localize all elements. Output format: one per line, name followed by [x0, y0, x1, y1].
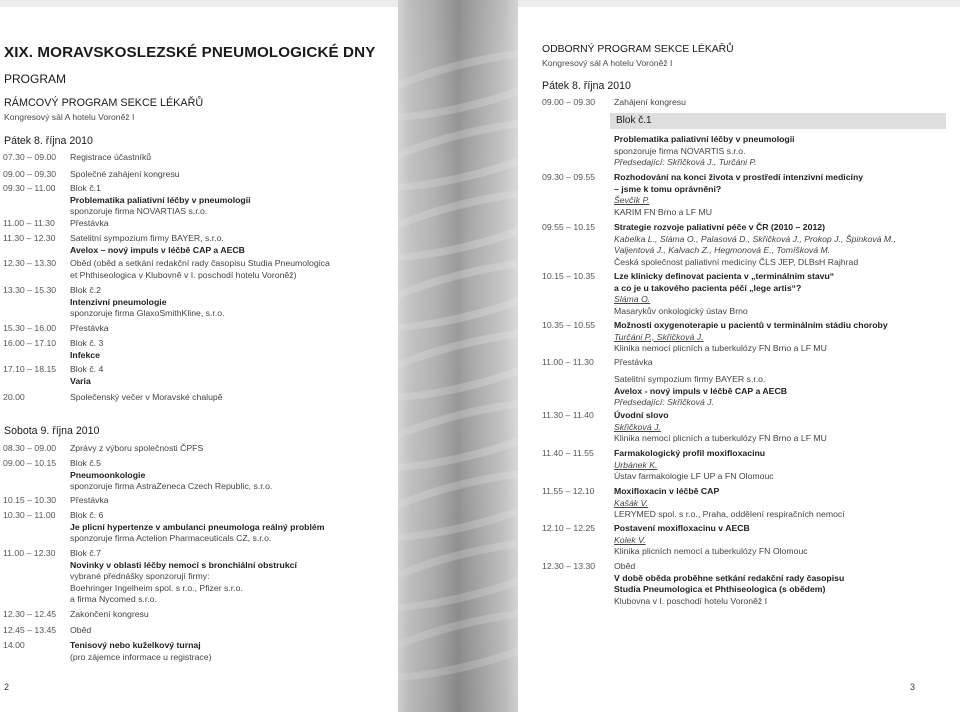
row-text: et Phthiseologica v Klubovně v I. poschodí hotelu Voroněž)	[70, 269, 297, 280]
row-text: Masarykův onkologický ústav Brno	[614, 305, 748, 316]
row-text: Blok č.5	[70, 458, 101, 468]
row-time: 12.30 – 13.30	[542, 561, 596, 571]
row-text: Česká společnost paliativní medicíny ČLS JEP, DLBsH Rajhrad	[614, 256, 859, 267]
row-text: Předsedající: Skřičková J.	[614, 397, 714, 408]
right-page	[518, 0, 960, 712]
row-text: Klinika nemocí plicních a tuberkulózy FN Brno a LF MU	[614, 433, 827, 444]
row-time: 09.30 – 11.00	[3, 183, 56, 193]
row-time: 12.30 – 12.45	[3, 609, 57, 619]
left-page	[0, 0, 398, 712]
row-text: Novinky v oblasti léčby nemocí s bronchiální obstrukcí	[70, 559, 297, 570]
row-text: Skřičková J.	[614, 421, 661, 432]
xray-image	[398, 0, 518, 712]
row-text: a co je u takového pacienta péčí „lege artis“?	[614, 282, 802, 293]
page-number: 3	[910, 682, 916, 692]
row-text: Přestávka	[70, 495, 109, 505]
row-text: Společné zahájení kongresu	[70, 169, 180, 179]
row-text: Oběd	[70, 625, 92, 635]
row-text: Ševčík P.	[614, 195, 650, 206]
row-text: Zahájení kongresu	[614, 97, 686, 107]
row-text: Klubovna v I. poschodí hotelu Voroněž I	[614, 595, 768, 606]
row-text: sponzoruje firma AstraZeneca Czech Republic, s.r.o.	[70, 481, 273, 492]
row-time: 17.10 – 18.15	[3, 364, 57, 374]
row-text: Farmakologický profil moxifloxacinu	[614, 448, 766, 458]
row-text: Avelox - nový impuls v léčbě CAP a AECB	[614, 385, 787, 396]
row-text: Klinika plicních nemocí a tuberkulózy FN Olomouc	[614, 546, 808, 557]
row-time: 10.35 – 10.55	[542, 320, 596, 330]
row-text: (pro zájemce informace u registrace)	[70, 651, 212, 662]
row-text: sponzoruje firma Actelion Pharmaceuticals CZ, s.r.o.	[70, 533, 272, 544]
row-text: Registrace účastníků	[70, 152, 152, 162]
venue: Kongresový sál A hotelu Voroněž I	[542, 58, 673, 68]
row-text: Přestávka	[614, 357, 653, 367]
top-strip	[0, 0, 398, 7]
row-text: Blok č. 4	[70, 364, 104, 374]
row-text: Přestávka	[70, 218, 109, 228]
row-text: Pneumoonkologie	[70, 469, 146, 480]
row-text: Oběd	[614, 561, 636, 571]
row-time: 10.15 – 10.30	[3, 495, 57, 505]
row-text: Avelox – nový impuls v léčbě CAP a AECB	[70, 244, 245, 255]
row-text: – jsme k tomu oprávněni?	[614, 183, 722, 194]
section-title: RÁMCOVÝ PROGRAM SEKCE LÉKAŘŮ	[4, 97, 204, 109]
row-text: Předsedající: Skřičková J., Turčáni P.	[614, 157, 757, 168]
row-time: 09.00 – 10.15	[3, 458, 57, 468]
row-text: Blok č.7	[70, 548, 101, 558]
row-text: V době oběda proběhne setkání redakční rady časopisu	[614, 572, 845, 583]
page-title: XIX. MORAVSKOSLEZSKÉ PNEUMOLOGICKÉ DNY	[4, 44, 376, 61]
row-text: Ústav farmakologie LF UP a FN Olomouc	[614, 471, 774, 482]
row-text: Satelitní sympozium firmy BAYER s.r.o.	[614, 374, 766, 384]
row-time: 13.30 – 15.30	[3, 285, 57, 295]
row-text: Blok č. 6	[70, 510, 104, 520]
row-text: Valjentová J., Kalvach Z., Hegmonová E., Tomíšková M.	[614, 245, 831, 256]
row-time: 09.55 – 10.15	[542, 222, 596, 232]
row-time: 20.00	[3, 392, 25, 402]
row-time: 11.55 – 12.10	[542, 486, 595, 496]
row-time: 11.40 – 11.55	[542, 448, 594, 458]
block-bar	[610, 113, 946, 129]
row-text: Lze klinicky definovat pacienta v „terminálním stavu“	[614, 271, 835, 281]
row-text: Postavení moxifloxacinu v AECB	[614, 523, 750, 533]
block-label: Blok č.1	[616, 115, 652, 126]
row-text: Kašák V.	[614, 497, 649, 508]
xray-shade	[398, 0, 518, 712]
row-time: 11.30 – 11.40	[542, 410, 594, 420]
row-text: KARIM FN Brno a LF MU	[614, 206, 712, 217]
row-text: Zprávy z výboru společnosti ČPFS	[70, 443, 204, 453]
row-time: 12.45 – 13.45	[3, 625, 57, 635]
row-text: Strategie rozvoje paliativní péče v ČR (2010 – 2012)	[614, 222, 826, 232]
row-time: 11.00 – 12.30	[3, 548, 56, 558]
row-time: 09.00 – 09.30	[3, 169, 57, 179]
row-text: Satelitní sympozium firmy BAYER, s.r.o.	[70, 233, 224, 243]
row-time: 11.30 – 12.30	[3, 233, 56, 243]
page-number: 2	[4, 682, 10, 692]
row-text: Sláma O.	[614, 294, 651, 305]
row-time: 10.30 – 11.00	[3, 510, 56, 520]
row-text: Blok č. 3	[70, 338, 104, 348]
program-heading: PROGRAM	[4, 72, 67, 86]
row-time: 11.00 – 11.30	[542, 357, 594, 367]
row-time: 14.00	[3, 640, 25, 650]
day-heading: Pátek 8. října 2010	[4, 135, 93, 147]
row-time: 16.00 – 17.10	[3, 338, 57, 348]
row-text: vybrané přednášky sponzorují firmy:	[70, 571, 210, 582]
row-time: 10.15 – 10.35	[542, 271, 596, 281]
row-text: Společenský večer v Moravské chalupě	[70, 392, 223, 402]
row-text: Možnosti oxygenoterapie u pacientů v terminálním stádiu choroby	[614, 320, 888, 330]
row-text: sponzoruje firma GlaxoSmithKline, s.r.o.	[70, 308, 225, 319]
row-text: Turčáni P., Skřičková J.	[614, 331, 704, 342]
row-text: LERYMED spol. s r.o., Praha, oddělení respiračních nemocí	[614, 509, 845, 520]
row-text: Kolek V.	[614, 534, 646, 545]
section-title: ODBORNÝ PROGRAM SEKCE LÉKAŘŮ	[542, 44, 734, 55]
row-text: Intenzivní pneumologie	[70, 296, 167, 307]
row-text: Přestávka	[70, 323, 109, 333]
row-time: 15.30 – 16.00	[3, 323, 57, 333]
row-text: Kabelka L., Sláma O., Palasová D., Skřičková J., Prokop J., Špinková M.,	[614, 233, 896, 244]
row-time: 07.30 – 09.00	[3, 152, 57, 162]
row-text: Problematika paliativní léčby v pneumologii	[614, 134, 795, 144]
row-text: Studia Pneumologica et Phthiseologica (s obědem)	[614, 584, 826, 595]
row-time: 11.00 – 11.30	[3, 218, 55, 228]
row-text: Moxifloxacin v léčbě CAP	[614, 486, 720, 496]
row-text: Infekce	[70, 349, 100, 360]
row-time: 12.30 – 13.30	[3, 258, 57, 268]
row-text: Úvodní slovo	[614, 410, 669, 420]
row-text: Boehringer Ingelheim spol. s r.o., Pfizer s.r.o.	[70, 582, 243, 593]
row-text: Blok č.1	[70, 183, 101, 193]
row-text: sponzoruje firma NOVARTIAS s.r.o.	[70, 206, 208, 217]
row-text: Oběd (oběd a setkání redakční rady časopisu Studia Pneumologica	[70, 258, 330, 268]
row-text: a firma Nycomed s.r.o.	[70, 594, 157, 605]
venue: Kongresový sál A hotelu Voroněž I	[4, 112, 135, 122]
day-heading: Sobota 9. října 2010	[4, 425, 100, 437]
row-text: sponzoruje firma NOVARTIS s.r.o.	[614, 145, 746, 156]
row-time: 09.30 – 09.55	[542, 172, 596, 182]
row-text: Blok č.2	[70, 285, 101, 295]
row-text: Problematika paliativní léčby v pneumologii	[70, 194, 251, 205]
row-text: Urbánek K.	[614, 459, 658, 470]
row-text: Zakončení kongresu	[70, 609, 149, 619]
row-time: 12.10 – 12.25	[542, 523, 596, 533]
row-text: Je plicní hypertenze v ambulanci pneumologa reálný problém	[70, 521, 325, 532]
top-strip	[518, 0, 960, 7]
row-time: 08.30 – 09.00	[3, 443, 57, 453]
row-text: Rozhodování na konci života v prostředí intenzivní medicíny	[614, 172, 864, 182]
row-text: Klinika nemocí plicních a tuberkulózy FN Brno a LF MU	[614, 343, 827, 354]
row-text: Tenisový nebo kuželkový turnaj	[70, 640, 201, 650]
row-text: Varia	[70, 375, 91, 386]
day-heading: Pátek 8. října 2010	[542, 80, 631, 92]
row-time: 09.00 – 09.30	[542, 97, 596, 107]
